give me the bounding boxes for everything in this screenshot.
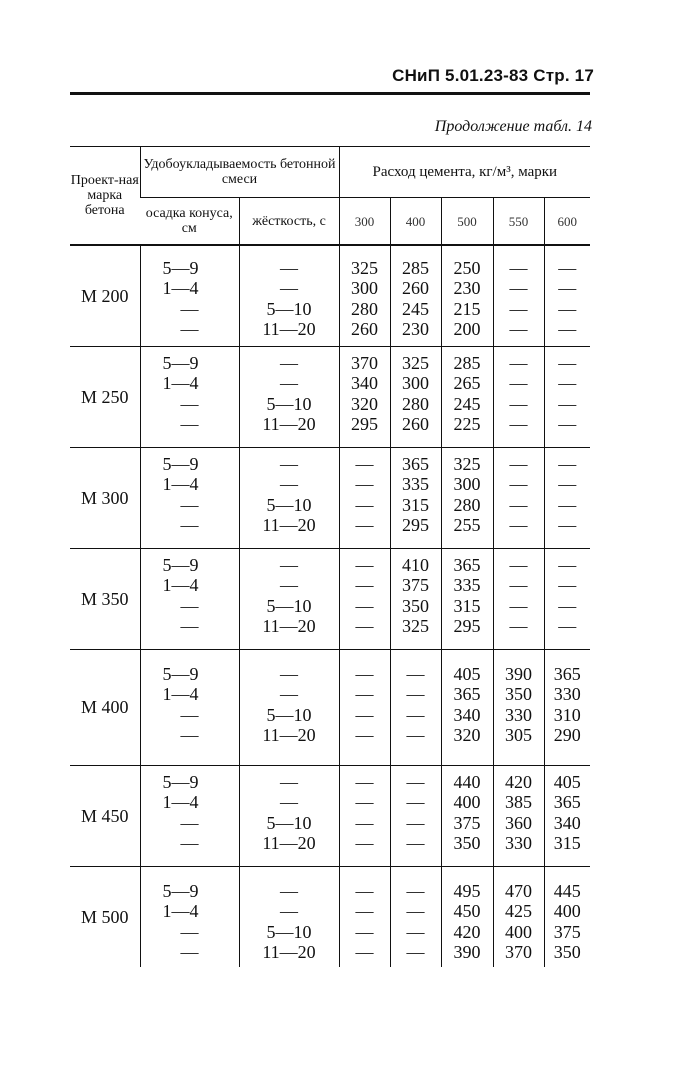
cell-value: 225 [453,413,481,434]
cell-value: 265 [453,373,481,394]
cell-value: 400 [553,901,581,922]
cell-value: 390 [453,941,481,962]
cell-value: — [406,704,425,725]
table-cell [339,766,390,867]
table-cell [493,766,544,867]
cell-value: — [509,278,528,299]
cell-value: 305 [505,724,533,745]
table-cell [390,766,441,867]
cell-value: 5—9 [162,664,199,684]
cement-header: Расход цемента, кг/м³, марки [339,147,590,198]
cell-value: — [406,684,425,705]
table-cell [239,347,339,448]
table-cell [339,347,390,448]
grade-header: 400 [390,198,441,246]
table-cell [339,867,390,968]
cell-value: — [558,615,577,636]
cell-value: — [509,514,528,535]
cell-value: 300 [402,373,430,394]
cell-value: 1—4 [162,575,199,596]
cell-value: 335 [453,575,481,596]
table-cell [544,867,590,968]
cell-value: 400 [505,921,533,942]
cell-value: — [509,454,528,474]
table-row [70,448,590,549]
cell-value: 375 [553,921,581,942]
cell-value: — [355,724,374,745]
cell-value: — [280,772,298,792]
cell-value: 5—9 [162,353,199,373]
cell-value: — [406,941,425,962]
table-cell [390,245,441,347]
cell-value: — [558,258,577,278]
cell-value: — [355,595,374,616]
cell-value: — [355,684,374,705]
cell-value: 445 [553,881,581,901]
table-cell [544,448,590,549]
concrete-mark: М 250 [70,347,140,448]
cell-value: 325 [402,615,430,636]
table-cell [493,245,544,347]
cell-value: 315 [453,595,481,616]
cell-value: 450 [453,901,481,922]
cell-value: 420 [505,772,533,792]
cell-value: 495 [453,881,481,901]
cell-value: 290 [553,724,581,745]
cell-value: — [355,921,374,942]
table-continuation-caption: Продолжение табл. 14 [434,118,592,135]
cell-value: 390 [505,664,533,684]
cell-value: 245 [402,298,430,319]
cell-value: 410 [402,555,430,575]
table-cell [140,549,239,650]
cell-value: 5—9 [162,555,199,575]
cell-value: 1—4 [162,474,199,495]
cell-value: — [355,832,374,853]
cell-value: 5—10 [266,812,312,833]
cell-value: — [558,474,577,495]
cell-value: 350 [553,941,581,962]
cell-value: 365 [553,792,581,813]
cell-value: 1—4 [162,373,199,394]
cell-value: 385 [505,792,533,813]
table-cell [239,448,339,549]
cell-value: — [406,881,425,901]
table-row [70,766,590,867]
table-cell [239,549,339,650]
cell-value: 325 [402,353,430,373]
cell-value: — [180,921,199,942]
cell-value: 1—4 [162,792,199,813]
cell-value: 200 [453,318,481,339]
cell-value: 280 [453,494,481,515]
cell-value: 375 [402,575,430,596]
cell-value: — [180,514,199,535]
cement-consumption-table [70,146,590,967]
cell-value: — [355,812,374,833]
cell-value: — [406,812,425,833]
cell-value: 335 [402,474,430,495]
cell-value: 320 [351,393,379,414]
table-cell [140,448,239,549]
table-cell [239,650,339,766]
cell-value: 230 [402,318,430,339]
cell-value: 320 [453,724,481,745]
table-body [70,245,590,967]
cell-value: 5—9 [162,258,199,278]
table-cell [544,650,590,766]
table-cell [239,766,339,867]
cell-value: — [180,413,199,434]
table-cell [493,347,544,448]
grade-header: 500 [441,198,493,246]
cell-value: 375 [453,812,481,833]
cell-value: 11—20 [262,615,316,636]
cell-value: — [355,575,374,596]
table-cell [441,549,493,650]
cell-value: — [280,373,298,394]
table-cell [339,448,390,549]
cell-value: — [509,615,528,636]
cell-value: 5—10 [266,921,312,942]
table-cell [493,867,544,968]
cell-value: 260 [351,318,379,339]
table-cell [544,766,590,867]
cell-value: — [509,298,528,319]
cell-value: 425 [505,901,533,922]
cell-value: 300 [453,474,481,495]
cell-value: — [406,832,425,853]
cell-value: — [180,595,199,616]
cell-value: — [355,615,374,636]
page-header: СНиП 5.01.23-83 Стр. 17 [392,66,594,85]
cell-value: — [509,258,528,278]
cell-value: — [509,494,528,515]
cell-value: 420 [453,921,481,942]
cell-value: — [180,318,199,339]
cell-value: — [280,258,298,278]
cell-value: 350 [402,595,430,616]
cell-value: 470 [505,881,533,901]
cell-value: 11—20 [262,941,316,962]
table-cell [544,347,590,448]
cell-value: 340 [553,812,581,833]
cell-value: 5—9 [162,881,199,901]
cell-value: 11—20 [262,514,316,535]
cell-value: 440 [453,772,481,792]
slump-header: осадка конуса, см [140,198,239,246]
concrete-mark: М 350 [70,549,140,650]
grade-header: 300 [339,198,390,246]
table-cell [339,245,390,347]
stiffness-header: жёсткость, с [239,198,339,246]
cell-value: — [280,555,298,575]
table-cell [441,245,493,347]
table-cell [441,867,493,968]
mark-column-header: Проект-ная марка бетона [70,147,140,246]
cell-value: 5—10 [266,494,312,515]
cell-value: — [406,724,425,745]
table-cell [390,347,441,448]
cell-value: — [558,373,577,394]
concrete-mark: М 200 [80,285,129,306]
table-cell [140,650,239,766]
cell-value: 340 [351,373,379,394]
cell-value: — [180,704,199,725]
cell-value: 5—9 [162,772,199,792]
cell-value: — [509,555,528,575]
table-cell [493,650,544,766]
table-cell [544,549,590,650]
cell-value: 350 [505,684,533,705]
cell-value: 5—10 [266,595,312,616]
table-row [70,549,590,650]
cell-value: 330 [553,684,581,705]
table-cell [339,650,390,766]
concrete-mark: М 450 [70,766,140,867]
cell-value: — [355,555,374,575]
cell-value: 365 [453,555,481,575]
cell-value: — [280,474,298,495]
cell-value: 310 [553,704,581,725]
cell-value: 365 [553,664,581,684]
cell-value: — [509,393,528,414]
cell-value: 230 [453,278,481,299]
cell-value: — [280,881,298,901]
cell-value: 5—10 [266,704,312,725]
cell-value: 280 [402,393,430,414]
grade-header: 550 [493,198,544,246]
cell-value: 285 [402,258,430,278]
table-cell [493,448,544,549]
cell-value: — [509,474,528,495]
table-cell [390,867,441,968]
cell-value: 315 [553,832,581,853]
cell-value: — [355,514,374,535]
table-cell [441,766,493,867]
cell-value: 5—10 [266,298,312,319]
table-cell [140,245,239,347]
cell-value: 360 [505,812,533,833]
table-row [70,650,590,766]
cell-value: 295 [453,615,481,636]
cell-value: 11—20 [262,318,316,339]
cell-value: 325 [351,258,379,278]
table-row [70,867,590,968]
cell-value: — [280,684,298,705]
table-cell [140,347,239,448]
cell-value: 260 [402,278,430,299]
cell-value: 280 [351,298,379,319]
cell-value: 255 [453,514,481,535]
table-cell [339,549,390,650]
cell-value: — [406,901,425,922]
cell-value: — [355,664,374,684]
cell-value: 5—10 [266,393,312,414]
cell-value: — [280,454,298,474]
cell-value: — [355,792,374,813]
workability-header: Удобоукладываемость бетонной смеси [140,147,339,198]
cell-value: — [558,413,577,434]
cell-value: — [180,615,199,636]
cell-value: — [180,832,199,853]
cell-value: — [355,494,374,515]
cell-value: 405 [553,772,581,792]
cell-value: 295 [402,514,430,535]
cell-value: — [509,373,528,394]
cell-value: — [280,353,298,373]
header-rule [70,92,590,95]
concrete-mark: М 400 [70,650,140,766]
cell-value: — [509,575,528,596]
cell-value: — [558,494,577,515]
table-cell [239,867,339,968]
table-cell [239,245,339,347]
cell-value: 300 [351,278,379,299]
cell-value: 245 [453,393,481,414]
cell-value: — [355,881,374,901]
table-row [70,245,590,347]
concrete-mark: М 500 [70,867,140,968]
cell-value: 260 [402,413,430,434]
cell-value: — [509,595,528,616]
cell-value: — [406,664,425,684]
cell-value: — [509,353,528,373]
cell-value: — [558,514,577,535]
table-cell [441,347,493,448]
cell-value: — [558,298,577,319]
cell-value: 1—4 [162,278,199,299]
cell-value: — [558,595,577,616]
table-row [70,347,590,448]
table-cell [390,549,441,650]
cell-value: — [558,393,577,414]
cell-value: 370 [505,941,533,962]
cell-value: — [558,454,577,474]
cell-value: — [280,664,298,684]
cell-value: 5—9 [162,454,199,474]
cell-value: — [558,575,577,596]
cell-value: — [355,454,374,474]
cell-value: — [180,724,199,745]
cell-value: — [509,413,528,434]
cell-value: — [280,792,298,813]
cell-value: 1—4 [162,684,199,705]
cell-value: — [355,772,374,792]
cell-value: — [180,393,199,414]
cell-value: 340 [453,704,481,725]
cell-value: 315 [402,494,430,515]
cell-value: 11—20 [262,413,316,434]
cell-value: 325 [453,454,481,474]
cell-value: — [558,318,577,339]
cell-value: 330 [505,704,533,725]
cell-value: — [406,792,425,813]
cell-value: 295 [351,413,379,434]
cell-value: 11—20 [262,724,316,745]
table-cell [140,867,239,968]
table-cell [544,245,590,347]
cell-value: — [558,353,577,373]
cell-value: 215 [453,298,481,319]
table-cell [441,448,493,549]
cell-value: — [558,278,577,299]
cell-value: — [180,298,199,319]
cell-value: 330 [505,832,533,853]
cell-value: — [355,941,374,962]
table-cell [140,766,239,867]
table-cell [493,549,544,650]
grade-header: 600 [544,198,590,246]
cell-value: 405 [453,664,481,684]
table-cell [390,448,441,549]
cell-value: 370 [351,353,379,373]
cell-value: — [280,278,298,299]
table-cell [441,650,493,766]
cell-value: — [406,921,425,942]
cell-value: 1—4 [162,901,199,922]
cell-value: 365 [402,454,430,474]
cell-value: — [180,941,199,962]
cell-value: — [280,901,298,922]
table-cell [390,650,441,766]
cell-value: 400 [453,792,481,813]
cell-value: — [509,318,528,339]
cell-value: — [406,772,425,792]
cell-value: — [280,575,298,596]
cell-value: 11—20 [262,832,316,853]
cell-value: 285 [453,353,481,373]
cell-value: — [180,494,199,515]
cell-value: — [355,474,374,495]
cell-value: 365 [453,684,481,705]
cell-value: 250 [453,258,481,278]
concrete-mark: М 300 [70,448,140,549]
cell-value: 350 [453,832,481,853]
cell-value: — [355,704,374,725]
cell-value: — [355,901,374,922]
cell-value: — [558,555,577,575]
cell-value: — [180,812,199,833]
